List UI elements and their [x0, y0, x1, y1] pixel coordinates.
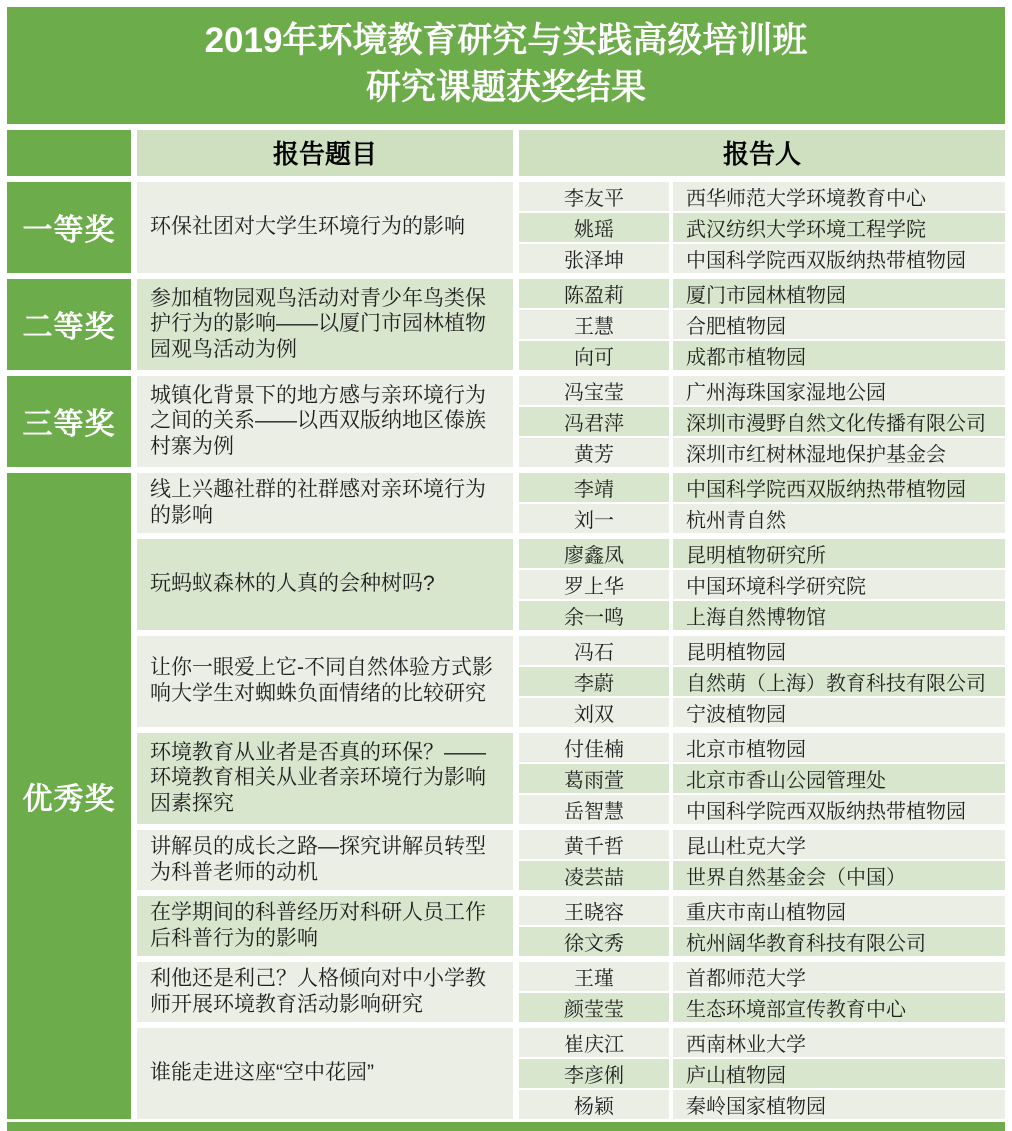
table-row [519, 504, 1005, 533]
table-row [519, 279, 1005, 308]
reporter-rows [519, 733, 1005, 824]
table-row [519, 310, 1005, 339]
reporter-org-cell: 北京市植物园 [673, 733, 1005, 762]
topic-cell: 让你一眼爱上它-不同自然体验方式影响大学生对蜘蛛负面情绪的比较研究 [137, 636, 513, 727]
award-section-groups [137, 182, 1005, 273]
reporter-org-cell: 生态环境部宣传教育中心 [673, 993, 1005, 1022]
topic-cell: 谁能走进这座“空中花园” [137, 1028, 513, 1119]
page-title-line1: 2019年环境教育研究与实践高级培训班 [204, 21, 808, 60]
topic-cell: 城镇化背景下的地方感与亲环境行为之间的关系——以西双版纳地区傣族村寨为例 [137, 376, 513, 467]
table-row [519, 733, 1005, 762]
award-section-groups [137, 376, 1005, 467]
reporter-org-cell: 中国科学院西双版纳热带植物园 [673, 795, 1005, 824]
table-row [519, 244, 1005, 273]
reporter-org-cell: 杭州青自然 [673, 504, 1005, 533]
reporter-name-cell: 黄芳 [519, 438, 669, 467]
reporter-name-cell: 李靖 [519, 473, 669, 502]
table-header-row [7, 130, 1005, 176]
reporter-org-cell: 中国科学院西双版纳热带植物园 [673, 473, 1005, 502]
reporter-name-cell: 李彦俐 [519, 1059, 669, 1088]
reporter-rows [519, 473, 1005, 533]
reporter-name-cell: 廖鑫凤 [519, 539, 669, 568]
topic-group [137, 182, 1005, 273]
awards-table [7, 130, 1005, 1131]
reporter-org-cell: 庐山植物园 [673, 1059, 1005, 1088]
reporter-org-cell: 杭州阔华教育科技有限公司 [673, 927, 1005, 956]
reporter-name-cell: 黄千哲 [519, 830, 669, 859]
topic-cell: 环保社团对大学生环境行为的影响 [137, 182, 513, 273]
header-topic: 报告题目 [137, 130, 513, 176]
topic-group [137, 830, 1005, 890]
topic-cell: 环境教育从业者是否真的环保？——环境教育相关从业者亲环境行为影响因素探究 [137, 733, 513, 824]
reporter-name-cell: 崔庆江 [519, 1028, 669, 1057]
reporter-name-cell: 杨颖 [519, 1090, 669, 1119]
table-row [519, 341, 1005, 370]
reporter-org-cell: 昆明植物研究所 [673, 539, 1005, 568]
award-label: 二等奖 [7, 279, 131, 370]
reporter-name-cell: 张泽坤 [519, 244, 669, 273]
reporter-org-cell: 广州海珠国家湿地公园 [673, 376, 1005, 405]
table-row [519, 698, 1005, 727]
reporter-name-cell: 余一鸣 [519, 601, 669, 630]
reporter-name-cell: 向可 [519, 341, 669, 370]
reporter-rows [519, 376, 1005, 467]
reporter-rows [519, 830, 1005, 890]
reporter-org-cell: 宁波植物园 [673, 698, 1005, 727]
table-row [519, 213, 1005, 242]
table-row [519, 473, 1005, 502]
topic-group [137, 962, 1005, 1022]
table-row [519, 962, 1005, 991]
topic-cell: 参加植物园观鸟活动对青少年鸟类保护行为的影响——以厦门市园林植物园观鸟活动为例 [137, 279, 513, 370]
table-row [519, 667, 1005, 696]
reporter-org-cell: 世界自然基金会（中国） [673, 861, 1005, 890]
table-bottom-border [7, 1122, 1005, 1131]
reporter-org-cell: 上海自然博物馆 [673, 601, 1005, 630]
award-section-groups [137, 279, 1005, 370]
topic-group [137, 376, 1005, 467]
award-label: 一等奖 [7, 182, 131, 273]
page-title [7, 7, 1005, 124]
topic-group [137, 1028, 1005, 1119]
reporter-org-cell: 中国环境科学研究院 [673, 570, 1005, 599]
table-row [519, 927, 1005, 956]
table-row [519, 1059, 1005, 1088]
award-section [7, 279, 1005, 370]
table-row [519, 795, 1005, 824]
table-row [519, 636, 1005, 665]
header-award-spacer-cell [7, 130, 131, 176]
table-row [519, 861, 1005, 890]
reporter-name-cell: 陈盈莉 [519, 279, 669, 308]
reporter-name-cell: 王晓容 [519, 896, 669, 925]
reporter-org-cell: 秦岭国家植物园 [673, 1090, 1005, 1119]
topic-group [137, 636, 1005, 727]
reporter-name-cell: 凌芸喆 [519, 861, 669, 890]
award-section [7, 473, 1005, 1119]
award-section [7, 376, 1005, 467]
topic-group [137, 733, 1005, 824]
reporter-name-cell: 刘一 [519, 504, 669, 533]
award-label: 三等奖 [7, 376, 131, 467]
header-reporter: 报告人 [519, 130, 1005, 176]
reporter-name-cell: 罗上华 [519, 570, 669, 599]
table-row [519, 601, 1005, 630]
topic-group [137, 473, 1005, 533]
topic-cell: 利他还是利己？人格倾向对中小学教师开展环境教育活动影响研究 [137, 962, 513, 1022]
reporter-org-cell: 中国科学院西双版纳热带植物园 [673, 244, 1005, 273]
reporter-org-cell: 西南林业大学 [673, 1028, 1005, 1057]
reporter-rows [519, 962, 1005, 1022]
table-row [519, 993, 1005, 1022]
reporter-name-cell: 葛雨萱 [519, 764, 669, 793]
reporter-name-cell: 刘双 [519, 698, 669, 727]
table-row [519, 407, 1005, 436]
table-row [519, 539, 1005, 568]
reporter-name-cell: 徐文秀 [519, 927, 669, 956]
table-row [519, 182, 1005, 211]
reporter-rows [519, 182, 1005, 273]
reporter-org-cell: 昆明植物园 [673, 636, 1005, 665]
table-row [519, 896, 1005, 925]
topic-cell: 线上兴趣社群的社群感对亲环境行为的影响 [137, 473, 513, 533]
reporter-rows [519, 636, 1005, 727]
table-row [519, 764, 1005, 793]
reporter-name-cell: 王瑾 [519, 962, 669, 991]
table-row [519, 438, 1005, 467]
reporter-rows [519, 539, 1005, 630]
reporter-org-cell: 成都市植物园 [673, 341, 1005, 370]
topic-group [137, 539, 1005, 630]
table-row [519, 1090, 1005, 1119]
reporter-name-cell: 冯石 [519, 636, 669, 665]
reporter-rows [519, 896, 1005, 956]
table-row [519, 376, 1005, 405]
topic-group [137, 896, 1005, 956]
reporter-name-cell: 冯君萍 [519, 407, 669, 436]
award-section [7, 182, 1005, 273]
reporter-name-cell: 颜莹莹 [519, 993, 669, 1022]
reporter-name-cell: 王慧 [519, 310, 669, 339]
reporter-name-cell: 岳智慧 [519, 795, 669, 824]
topic-group [137, 279, 1005, 370]
reporter-org-cell: 重庆市南山植物园 [673, 896, 1005, 925]
reporter-org-cell: 西华师范大学环境教育中心 [673, 182, 1005, 211]
table-row [519, 1028, 1005, 1057]
table-body [7, 182, 1005, 1119]
reporter-rows [519, 1028, 1005, 1119]
table-row [519, 570, 1005, 599]
award-section-groups [137, 473, 1005, 1119]
reporter-org-cell: 深圳市红树林湿地保护基金会 [673, 438, 1005, 467]
reporter-org-cell: 厦门市园林植物园 [673, 279, 1005, 308]
reporter-name-cell: 李友平 [519, 182, 669, 211]
topic-cell: 玩蚂蚁森林的人真的会种树吗? [137, 539, 513, 630]
reporter-name-cell: 李蔚 [519, 667, 669, 696]
award-label: 优秀奖 [7, 473, 131, 1119]
reporter-org-cell: 武汉纺织大学环境工程学院 [673, 213, 1005, 242]
reporter-org-cell: 深圳市漫野自然文化传播有限公司 [673, 407, 1005, 436]
reporter-org-cell: 昆山杜克大学 [673, 830, 1005, 859]
topic-cell: 讲解员的成长之路—探究讲解员转型为科普老师的动机 [137, 830, 513, 890]
reporter-org-cell: 北京市香山公园管理处 [673, 764, 1005, 793]
table-row [519, 830, 1005, 859]
reporter-org-cell: 首都师范大学 [673, 962, 1005, 991]
reporter-name-cell: 姚瑶 [519, 213, 669, 242]
page-title-line2: 研究课题获奖结果 [365, 68, 646, 108]
reporter-org-cell: 合肥植物园 [673, 310, 1005, 339]
reporter-name-cell: 冯宝莹 [519, 376, 669, 405]
reporter-name-cell: 付佳楠 [519, 733, 669, 762]
topic-cell: 在学期间的科普经历对科研人员工作后科普行为的影响 [137, 896, 513, 956]
reporter-rows [519, 279, 1005, 370]
reporter-org-cell: 自然萌（上海）教育科技有限公司 [673, 667, 1005, 696]
